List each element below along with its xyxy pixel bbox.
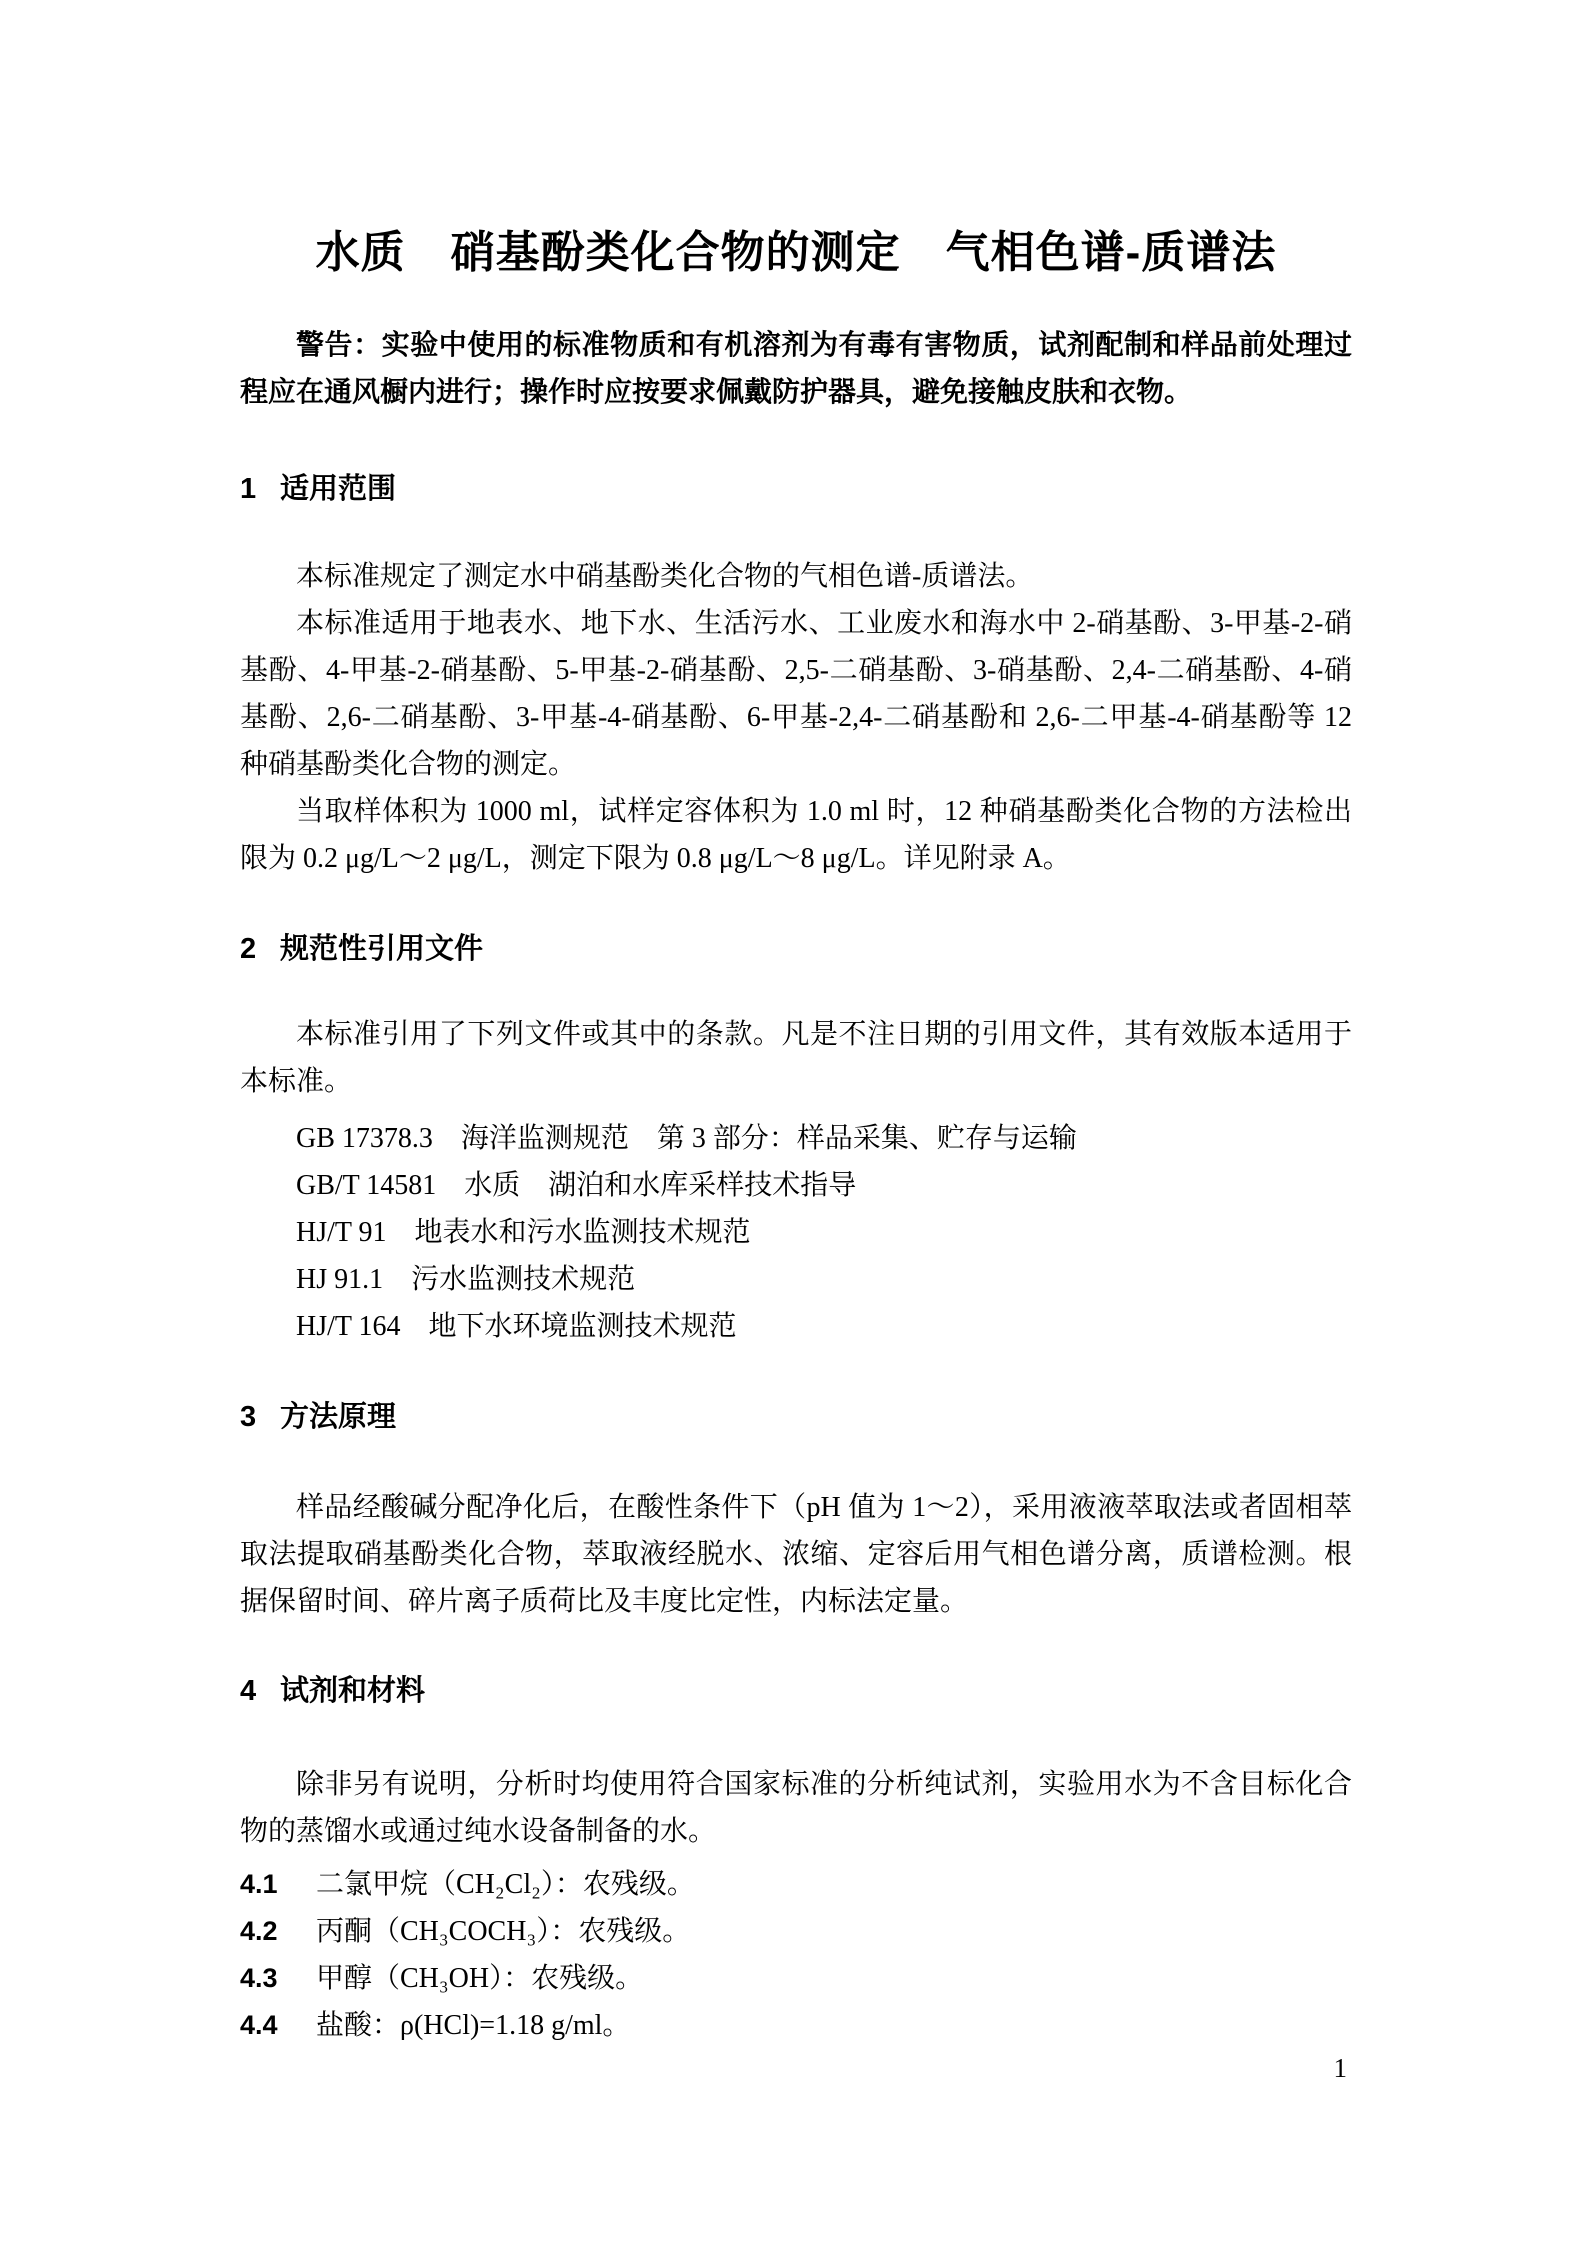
reagent-item: [240, 1861, 1352, 1908]
reference-list: [240, 1115, 1352, 1350]
reagent-item-text: 盐酸：ρ(HCl)=1.18 g/ml。: [316, 2010, 631, 2041]
section-2-heading: [240, 926, 1352, 973]
section-2-number: 2: [240, 933, 257, 965]
reference-item: [240, 1209, 1352, 1256]
section-3-paragraph-1: 样品经酸碱分配净化后，在酸性条件下（pH 值为 1～2），采用液液萃取法或者固相萃取法提取硝基酚类化合物，萃取液经脱水、浓缩、定容后用气相色谱分离，质谱检测。根据保留时间、碎片离子质荷比及丰度比定性，内标法定量。: [240, 1492, 1352, 1617]
reagent-item-number: 4.1: [240, 1869, 278, 1899]
reference-code: GB 17378.3: [296, 1123, 433, 1154]
section-1-title: 适用范围: [280, 473, 397, 505]
section-2-title: 规范性引用文件: [280, 933, 484, 965]
document-title: 水质 硝基酚类化合物的测定 气相色谱-质谱法: [315, 228, 1277, 277]
section-3-number: 3: [240, 1401, 257, 1433]
section-1-heading: [240, 466, 1352, 513]
reference-code: HJ 91.1: [296, 1264, 384, 1295]
reagent-item-number: 4.3: [240, 1963, 278, 1993]
reference-item: [240, 1115, 1352, 1162]
reagent-list: [240, 1861, 1352, 2049]
reference-title: 污水监测技术规范: [411, 1264, 636, 1295]
reagent-item-number: 4.2: [240, 1916, 278, 1946]
section-3-title: 方法原理: [280, 1401, 397, 1433]
section-4-title: 试剂和材料: [280, 1675, 426, 1707]
section-2-paragraph-1: 本标准引用了下列文件或其中的条款。凡是不注日期的引用文件，其有效版本适用于本标准。: [240, 1019, 1352, 1097]
reference-code: GB/T 14581: [296, 1170, 437, 1201]
page-number: 1: [1333, 2053, 1347, 2083]
section-1-number: 1: [240, 473, 257, 505]
reagent-item-text: 甲醇（CH₃OH）：农残级。: [316, 1963, 644, 1994]
section-1-paragraph-3: 当取样体积为 1000 ml，试样定容体积为 1.0 ml 时，12 种硝基酚类化合物的方法检出限为 0.2 μg/L～2 μg/L，测定下限为 0.8 μg/L～8 μg/L。详见附录 A。: [240, 796, 1352, 874]
reagent-item: [240, 1908, 1352, 1955]
reagent-item-number: 4.4: [240, 2010, 278, 2040]
reference-item: [240, 1162, 1352, 1209]
reference-title: 地下水环境监测技术规范: [428, 1311, 737, 1342]
warning-paragraph: 警告：实验中使用的标准物质和有机溶剂为有毒有害物质，试剂配制和样品前处理过程应在通风橱内进行；操作时应按要求佩戴防护器具，避免接触皮肤和衣物。: [240, 330, 1352, 408]
reference-title: 水质 湖泊和水库采样技术指导: [464, 1170, 857, 1201]
reference-item: [240, 1303, 1352, 1350]
section-1-paragraph-2: 本标准适用于地表水、地下水、生活污水、工业废水和海水中 2-硝基酚、3-甲基-2-硝基酚、4-甲基-2-硝基酚、5-甲基-2-硝基酚、2,5-二硝基酚、3-硝基酚、2,4-二硝基酚、4-硝基酚、2,6-二硝基酚、3-甲基-4-硝基酚、6-甲基-2,4-二硝基酚和 2,6-二甲基-4-硝基酚等 12 种硝基酚类化合物的测定。: [240, 608, 1352, 780]
section-4-number: 4: [240, 1675, 257, 1707]
reference-code: HJ/T 91: [296, 1217, 387, 1248]
reference-code: HJ/T 164: [296, 1311, 401, 1342]
reference-item: [240, 1256, 1352, 1303]
reagent-item: [240, 2002, 1352, 2049]
reagent-item-text: 丙酮（CH₃COCH₃）：农残级。: [316, 1916, 691, 1947]
reference-title: 海洋监测规范 第 3 部分：样品采集、贮存与运输: [460, 1123, 1077, 1154]
reference-title: 地表水和污水监测技术规范: [414, 1217, 751, 1248]
section-4-heading: [240, 1668, 1352, 1715]
section-3-heading: [240, 1394, 1352, 1441]
section-1-paragraph-1: 本标准规定了测定水中硝基酚类化合物的气相色谱-质谱法。: [296, 561, 1034, 592]
section-4-paragraph-1: 除非另有说明，分析时均使用符合国家标准的分析纯试剂，实验用水为不含目标化合物的蒸馏水或通过纯水设备制备的水。: [240, 1769, 1352, 1847]
reagent-item: [240, 1955, 1352, 2002]
reagent-item-text: 二氯甲烷（CH₂Cl₂）：农残级。: [316, 1869, 695, 1900]
